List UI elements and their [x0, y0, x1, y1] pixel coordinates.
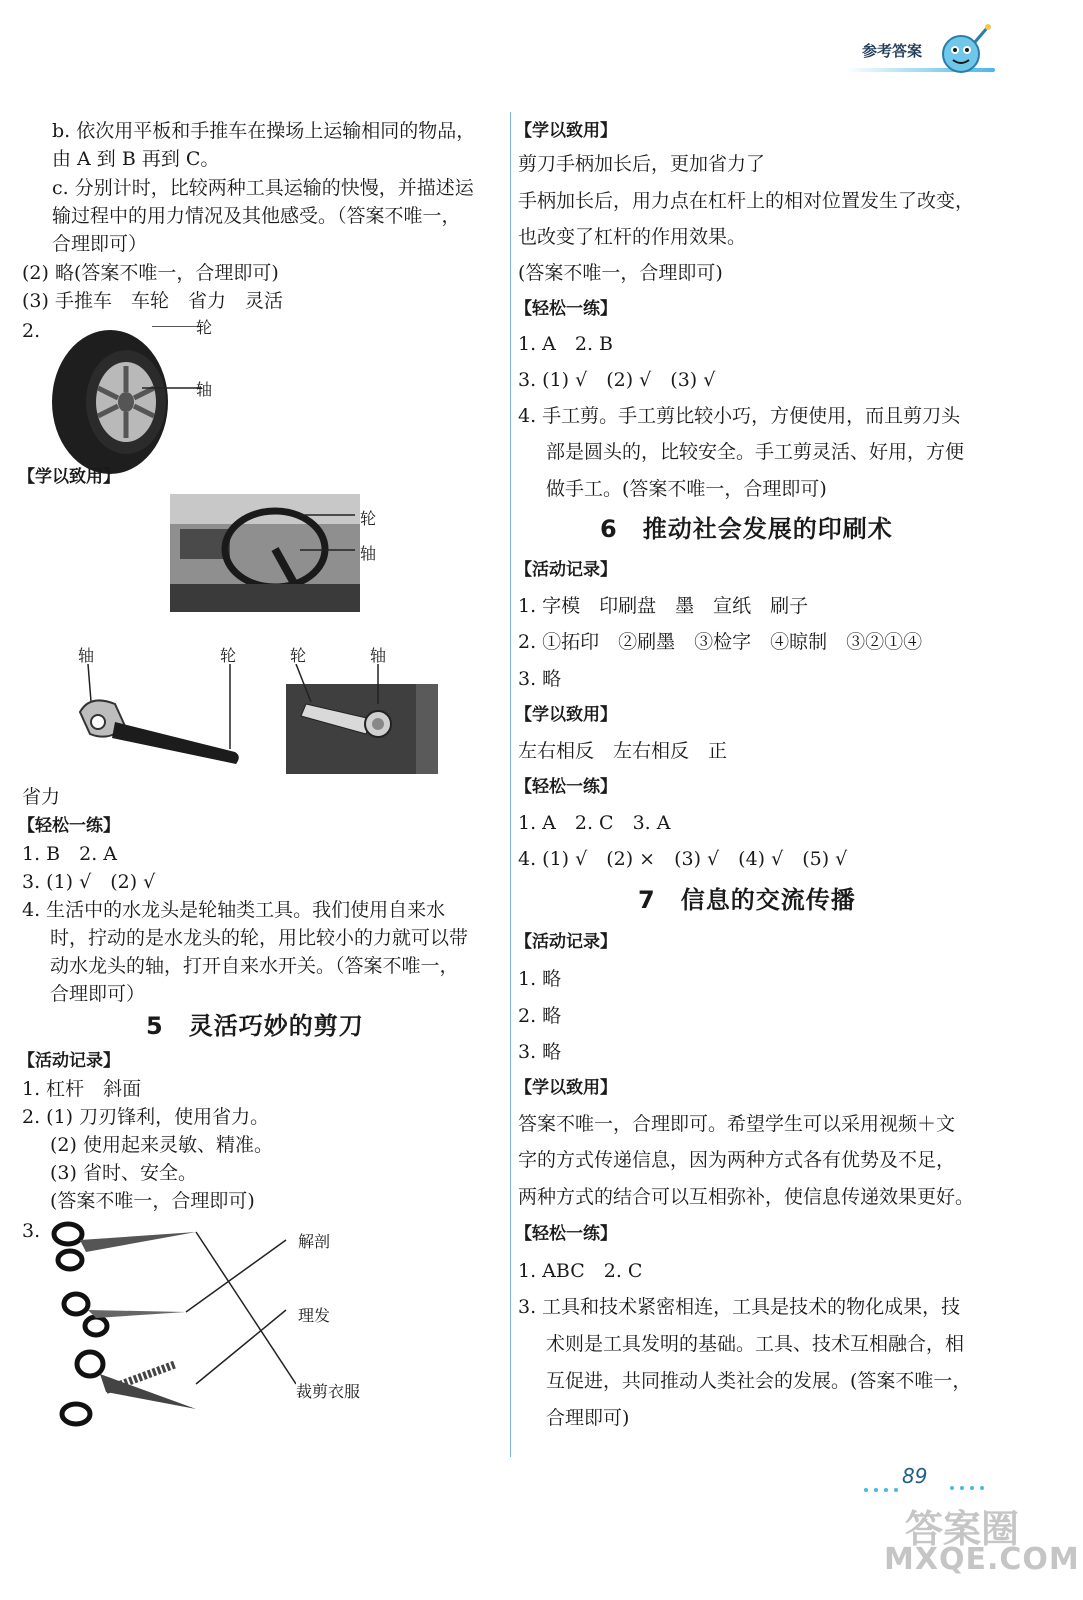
wrench-label-axle: 轴	[78, 646, 95, 665]
text-line: 答案不唯一，合理即可。希望学生可以采用视频＋文	[518, 1113, 956, 1135]
text-line: 两种方式的结合可以互相弥补，使信息传递效果更好。	[518, 1186, 975, 1208]
section-heading: 【轻松一练】	[515, 777, 617, 797]
section-heading: 【学以致用】	[515, 121, 617, 141]
text-line: 4. 生活中的水龙头是轮轴类工具。我们使用自来水	[22, 899, 446, 921]
text-line: (3) 省时、安全。	[50, 1162, 197, 1184]
text-line: 2. (1) 刀刃锋利，使用省力。	[22, 1106, 270, 1128]
text-line: (答案不唯一，合理即可)	[50, 1190, 255, 1212]
match-label-haircut: 理发	[298, 1306, 331, 1325]
text-line: 互促进，共同推动人类社会的发展。(答案不唯一，	[546, 1370, 972, 1392]
watermark-url: MXQE.COM	[884, 1542, 1080, 1577]
watermark-text: 答案圈	[905, 1507, 1020, 1551]
text-line: (2) 使用起来灵敏、精准。	[50, 1134, 273, 1156]
section-heading: 【轻松一练】	[515, 1224, 617, 1244]
section-heading: 【轻松一练】	[515, 299, 617, 319]
text-line: 1. B 2. A	[22, 843, 118, 865]
section-title: 5 灵活巧妙的剪刀	[146, 1012, 364, 1040]
wrench-label-wheel: 轮	[220, 646, 237, 665]
steering-leader-lines	[300, 505, 360, 555]
tire-image	[52, 326, 212, 478]
text-line: 动水龙头的轴，打开自来水开关。（答案不唯一，	[50, 955, 459, 977]
text-line: 1. 略	[518, 968, 562, 990]
section-heading: 【活动记录】	[515, 932, 617, 952]
text-line: 2. 略	[518, 1005, 562, 1027]
text-line: (2) 略(答案不唯一，合理即可)	[22, 262, 279, 284]
section-heading: 【学以致用】	[515, 705, 617, 725]
text-line: 1. A 2. B	[518, 333, 614, 355]
text-line: 1. ABC 2. C	[518, 1260, 643, 1282]
text-line: 3. (1) √ (2) √ (3) √	[518, 369, 716, 391]
text-line: 合理即可）	[52, 233, 148, 255]
text-line: 字的方式传递信息，因为两种方式各有优势及不足，	[518, 1149, 956, 1171]
section-heading: 【轻松一练】	[18, 816, 120, 836]
section-title: 6 推动社会发展的印刷术	[600, 515, 893, 543]
header-title: 参考答案	[862, 42, 923, 60]
text-line: 部是圆头的，比较安全。手工剪灵活、好用，方便	[546, 441, 965, 463]
text-line: 4. 手工剪。手工剪比较小巧，方便使用，而且剪刀头	[518, 405, 961, 427]
text-line: (3) 手推车 车轮 省力 灵活	[22, 290, 283, 312]
text-line: 2.	[22, 320, 41, 342]
section-heading: 【活动记录】	[18, 1051, 120, 1071]
text-line: 1. A 2. C 3. A	[518, 812, 671, 834]
wrench-image	[70, 664, 250, 774]
scissors-matching-image	[46, 1214, 296, 1434]
text-line: 3. 略	[518, 668, 562, 690]
text-line: 左右相反 左右相反 正	[518, 740, 728, 762]
text-line: 省力	[22, 786, 61, 808]
match-label-tailoring: 裁剪衣服	[296, 1382, 361, 1401]
section-heading: 【学以致用】	[515, 1078, 617, 1098]
text-line: 剪刀手柄加长后，更加省力了	[518, 153, 766, 175]
section-heading: 【活动记录】	[515, 560, 617, 580]
text-line: 也改变了杠杆的作用效果。	[518, 226, 747, 248]
text-line: 手柄加长后，用力点在杠杆上的相对位置发生了改变，	[518, 190, 975, 212]
door-handle-image	[286, 664, 438, 774]
text-line: 3. 略	[518, 1041, 562, 1063]
text-line: 术则是工具发明的基础。工具、技术互相融合，相	[546, 1333, 965, 1355]
text-line: 合理即可）	[50, 983, 146, 1005]
text-line: 做手工。(答案不唯一，合理即可)	[546, 478, 827, 500]
text-line: 时，拧动的是水龙头的轮，用比较小的力就可以带	[50, 927, 469, 949]
column-divider	[510, 112, 511, 1457]
steering-label-axle: 轴	[360, 544, 377, 563]
text-line: c. 分别计时，比较两种工具运输的快慢，并描述运	[52, 177, 474, 199]
tire-label-axle: 轴	[196, 380, 213, 399]
tire-label-wheel: 轮	[196, 318, 213, 337]
text-line: 4. (1) √ (2) × (3) √ (4) √ (5) √	[518, 848, 848, 870]
mascot-icon	[935, 22, 995, 80]
text-line: 合理即可)	[546, 1407, 630, 1429]
steering-label-wheel: 轮	[360, 509, 377, 528]
text-line: 3. 工具和技术紧密相连，工具是技术的物化成果，技	[518, 1296, 961, 1318]
match-label-dissection: 解剖	[298, 1232, 331, 1251]
text-line: 由 A 到 B 再到 C。	[52, 148, 220, 170]
text-line: 3.	[22, 1220, 41, 1242]
page-number: 89	[902, 1464, 928, 1488]
door-label-axle: 轴	[370, 646, 387, 665]
text-line: 1. 字模 印刷盘 墨 宣纸 刷子	[518, 595, 809, 617]
section-heading: 【学以致用】	[18, 467, 120, 487]
text-line: 1. 杠杆 斜面	[22, 1078, 142, 1100]
text-line: 3. (1) √ (2) √	[22, 871, 156, 893]
text-line: b. 依次用平板和手推车在操场上运输相同的物品，	[52, 120, 476, 142]
text-line: (答案不唯一，合理即可)	[518, 262, 723, 284]
text-line: 输过程中的用力情况及其他感受。（答案不唯一，	[52, 205, 461, 227]
section-title: 7 信息的交流传播	[638, 886, 856, 914]
text-line: 2. ①拓印 ②刷墨 ③检字 ④晾制 ③②①④	[518, 631, 923, 653]
door-label-wheel: 轮	[290, 646, 307, 665]
